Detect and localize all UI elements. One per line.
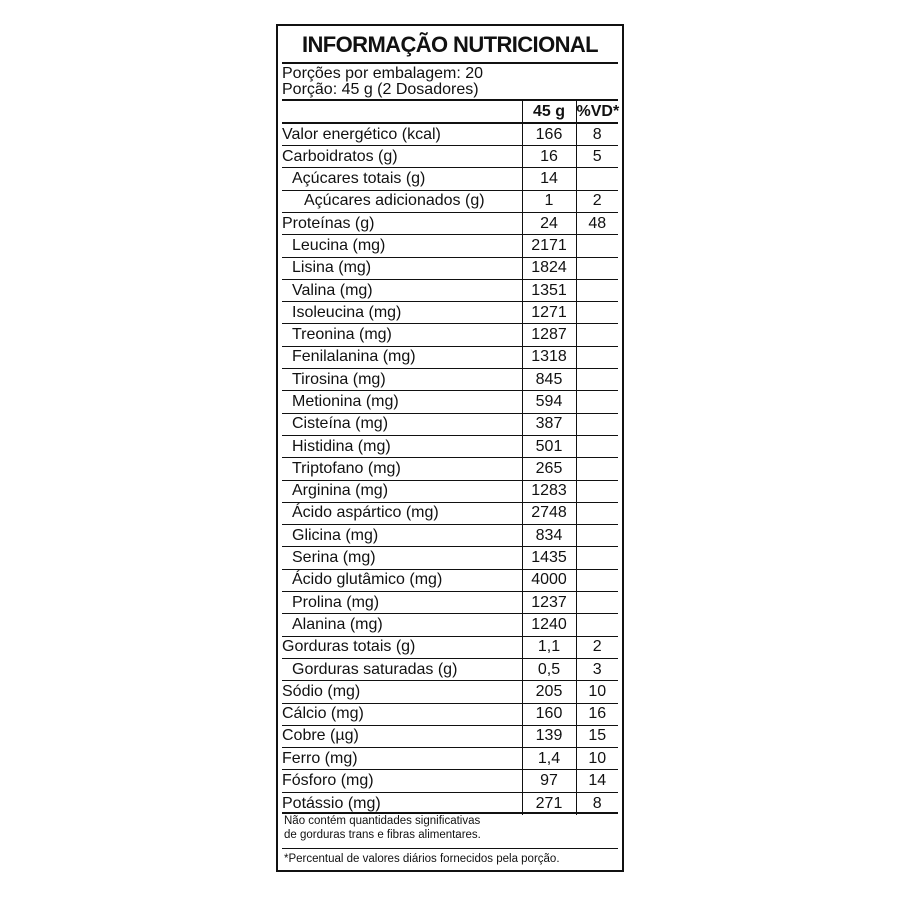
nutrient-label: Treonina (mg) <box>292 326 392 344</box>
nutrient-label: Ferro (mg) <box>282 749 358 767</box>
nutrient-dv: 8 <box>592 794 602 812</box>
nutrient-dv <box>576 279 618 301</box>
nutrient-label: Ácido aspártico (mg) <box>292 504 439 522</box>
table-row <box>282 391 618 413</box>
nutrient-label: Fósforo (mg) <box>282 772 374 790</box>
nutrient-amount: 845 <box>522 369 576 391</box>
table-row <box>282 123 618 145</box>
nutrient-label: Gorduras saturadas (g) <box>292 660 458 678</box>
header-dv: %VD* <box>576 102 620 120</box>
nutrient-dv <box>576 369 618 391</box>
table-row <box>282 235 618 257</box>
nutrient-label: Açúcares adicionados (g) <box>304 192 485 210</box>
nutrient-amount: 0,5 <box>522 658 576 680</box>
table-row <box>282 369 618 391</box>
nutrient-label: Alanina (mg) <box>292 615 383 633</box>
nutrient-label: Cobre (µg) <box>282 727 359 745</box>
servings-per-package: Porções por embalagem: 20 <box>282 65 483 82</box>
nutrient-amount: 97 <box>522 770 576 792</box>
table-row <box>282 324 618 346</box>
nutrient-dv <box>576 569 618 591</box>
nutrient-label: Triptofano (mg) <box>292 459 401 477</box>
nutrient-dv <box>576 324 618 346</box>
table-row <box>282 614 618 636</box>
nutrient-amount: 4000 <box>522 569 576 591</box>
nutrient-amount: 205 <box>522 681 576 703</box>
table-row <box>282 636 618 658</box>
nutrient-label: Cisteína (mg) <box>292 415 389 433</box>
nutrient-dv: 10 <box>588 749 607 767</box>
nutrient-dv: 3 <box>592 660 602 678</box>
nutrient-dv: 14 <box>588 772 607 790</box>
table-row <box>282 458 618 480</box>
nutrient-amount: 16 <box>522 146 576 168</box>
nutrient-dv <box>576 502 618 524</box>
table-row <box>282 725 618 747</box>
nutrient-amount: 1318 <box>522 346 576 368</box>
nutrient-amount: 501 <box>522 435 576 457</box>
nutrient-dv: 16 <box>588 705 607 723</box>
nutrient-label: Potássio (mg) <box>282 794 381 812</box>
header-amount: 45 g <box>522 101 576 123</box>
nutrient-amount: 2171 <box>522 235 576 257</box>
table-row <box>282 658 618 680</box>
table-row <box>282 190 618 212</box>
footnote-divider <box>282 848 618 849</box>
table-row <box>282 413 618 435</box>
notes-divider <box>282 812 618 814</box>
nutrient-dv <box>576 257 618 279</box>
table-row <box>282 502 618 524</box>
nutrient-amount: 14 <box>522 168 576 190</box>
nutrient-dv: 48 <box>588 214 607 232</box>
nutrient-label: Ácido glutâmico (mg) <box>292 571 443 589</box>
footnote: *Percentual de valores diários fornecidos pela porção. <box>284 853 560 865</box>
table-row <box>282 770 618 792</box>
table-row <box>282 146 618 168</box>
table-row <box>282 547 618 569</box>
nutrient-label: Fenilalanina (mg) <box>292 348 416 366</box>
nutrient-amount: 265 <box>522 458 576 480</box>
nutrient-label: Serina (mg) <box>292 549 376 567</box>
nutrient-amount: 1,1 <box>522 636 576 658</box>
nutrient-dv <box>576 480 618 502</box>
nutrient-amount: 387 <box>522 413 576 435</box>
title-divider <box>282 62 618 64</box>
table-row <box>282 748 618 770</box>
table-row <box>282 346 618 368</box>
nutrient-label: Lisina (mg) <box>292 259 372 277</box>
nutrient-label: Isoleucina (mg) <box>292 303 402 321</box>
table-row <box>282 480 618 502</box>
table-row <box>282 592 618 614</box>
nutrient-label: Açúcares totais (g) <box>292 170 426 188</box>
table-row <box>282 168 618 190</box>
nutrient-label: Leucina (mg) <box>292 236 386 254</box>
table-row <box>282 703 618 725</box>
nutrient-dv: 5 <box>592 147 602 165</box>
note-line-2: de gorduras trans e fibras alimentares. <box>284 829 481 841</box>
nutrient-dv: 15 <box>588 727 607 745</box>
nutrient-amount: 1237 <box>522 592 576 614</box>
nutrient-dv <box>576 458 618 480</box>
nutrient-dv <box>576 235 618 257</box>
nutrient-amount: 271 <box>522 792 576 814</box>
table-row <box>282 525 618 547</box>
nutrient-amount: 1824 <box>522 257 576 279</box>
nutrient-amount: 24 <box>522 212 576 234</box>
nutrient-dv: 2 <box>592 638 602 656</box>
nutrient-amount: 166 <box>522 123 576 145</box>
nutrient-label: Gorduras totais (g) <box>282 638 416 656</box>
nutrient-label: Valor energético (kcal) <box>282 125 441 143</box>
nutrient-dv <box>576 413 618 435</box>
panel-title: INFORMAÇÃO NUTRICIONAL <box>302 32 598 57</box>
nutrient-label: Sódio (mg) <box>282 682 361 700</box>
nutrient-amount: 1435 <box>522 547 576 569</box>
nutrient-dv <box>576 168 618 190</box>
nutrient-amount: 1351 <box>522 279 576 301</box>
table-row <box>282 302 618 324</box>
nutrient-label: Tirosina (mg) <box>292 370 386 388</box>
nutrient-label: Prolina (mg) <box>292 593 380 611</box>
nutrient-amount: 834 <box>522 525 576 547</box>
nutrient-amount: 2748 <box>522 502 576 524</box>
nutrient-label: Valina (mg) <box>292 281 373 299</box>
nutrition-table <box>282 101 618 815</box>
table-row <box>282 257 618 279</box>
table-header-row <box>282 101 618 123</box>
nutrient-dv <box>576 547 618 569</box>
table-row <box>282 435 618 457</box>
nutrient-dv: 2 <box>592 192 602 210</box>
note-line-1: Não contém quantidades significativas <box>284 815 481 827</box>
nutrient-label: Cálcio (mg) <box>282 705 364 723</box>
nutrient-dv: 8 <box>592 125 602 143</box>
nutrient-amount: 594 <box>522 391 576 413</box>
nutrient-dv <box>576 614 618 636</box>
table-row <box>282 569 618 591</box>
nutrient-amount: 1287 <box>522 324 576 346</box>
nutrient-amount: 1,4 <box>522 748 576 770</box>
nutrient-label: Histidina (mg) <box>292 437 391 455</box>
nutrient-dv: 10 <box>588 682 607 700</box>
nutrient-label: Metionina (mg) <box>292 393 399 410</box>
nutrient-dv <box>576 525 618 547</box>
nutrient-dv <box>576 391 618 413</box>
serving-size: Porção: 45 g (2 Dosadores) <box>282 81 479 98</box>
nutrition-facts-panel <box>276 24 624 872</box>
nutrient-amount: 139 <box>522 725 576 747</box>
nutrient-amount: 1271 <box>522 302 576 324</box>
nutrient-dv <box>576 302 618 324</box>
nutrient-amount: 1 <box>522 190 576 212</box>
header-label <box>282 101 522 123</box>
table-row <box>282 212 618 234</box>
nutrient-label: Carboidratos (g) <box>282 147 398 165</box>
nutrient-dv <box>576 346 618 368</box>
table-row <box>282 681 618 703</box>
nutrient-amount: 1240 <box>522 614 576 636</box>
nutrient-label: Arginina (mg) <box>292 482 389 500</box>
nutrient-amount: 1283 <box>522 480 576 502</box>
nutrient-amount: 160 <box>522 703 576 725</box>
table-row <box>282 279 618 301</box>
nutrient-label: Proteínas (g) <box>282 214 375 232</box>
nutrient-label: Glicina (mg) <box>292 526 379 544</box>
nutrient-dv <box>576 592 618 614</box>
nutrient-dv <box>576 435 618 457</box>
